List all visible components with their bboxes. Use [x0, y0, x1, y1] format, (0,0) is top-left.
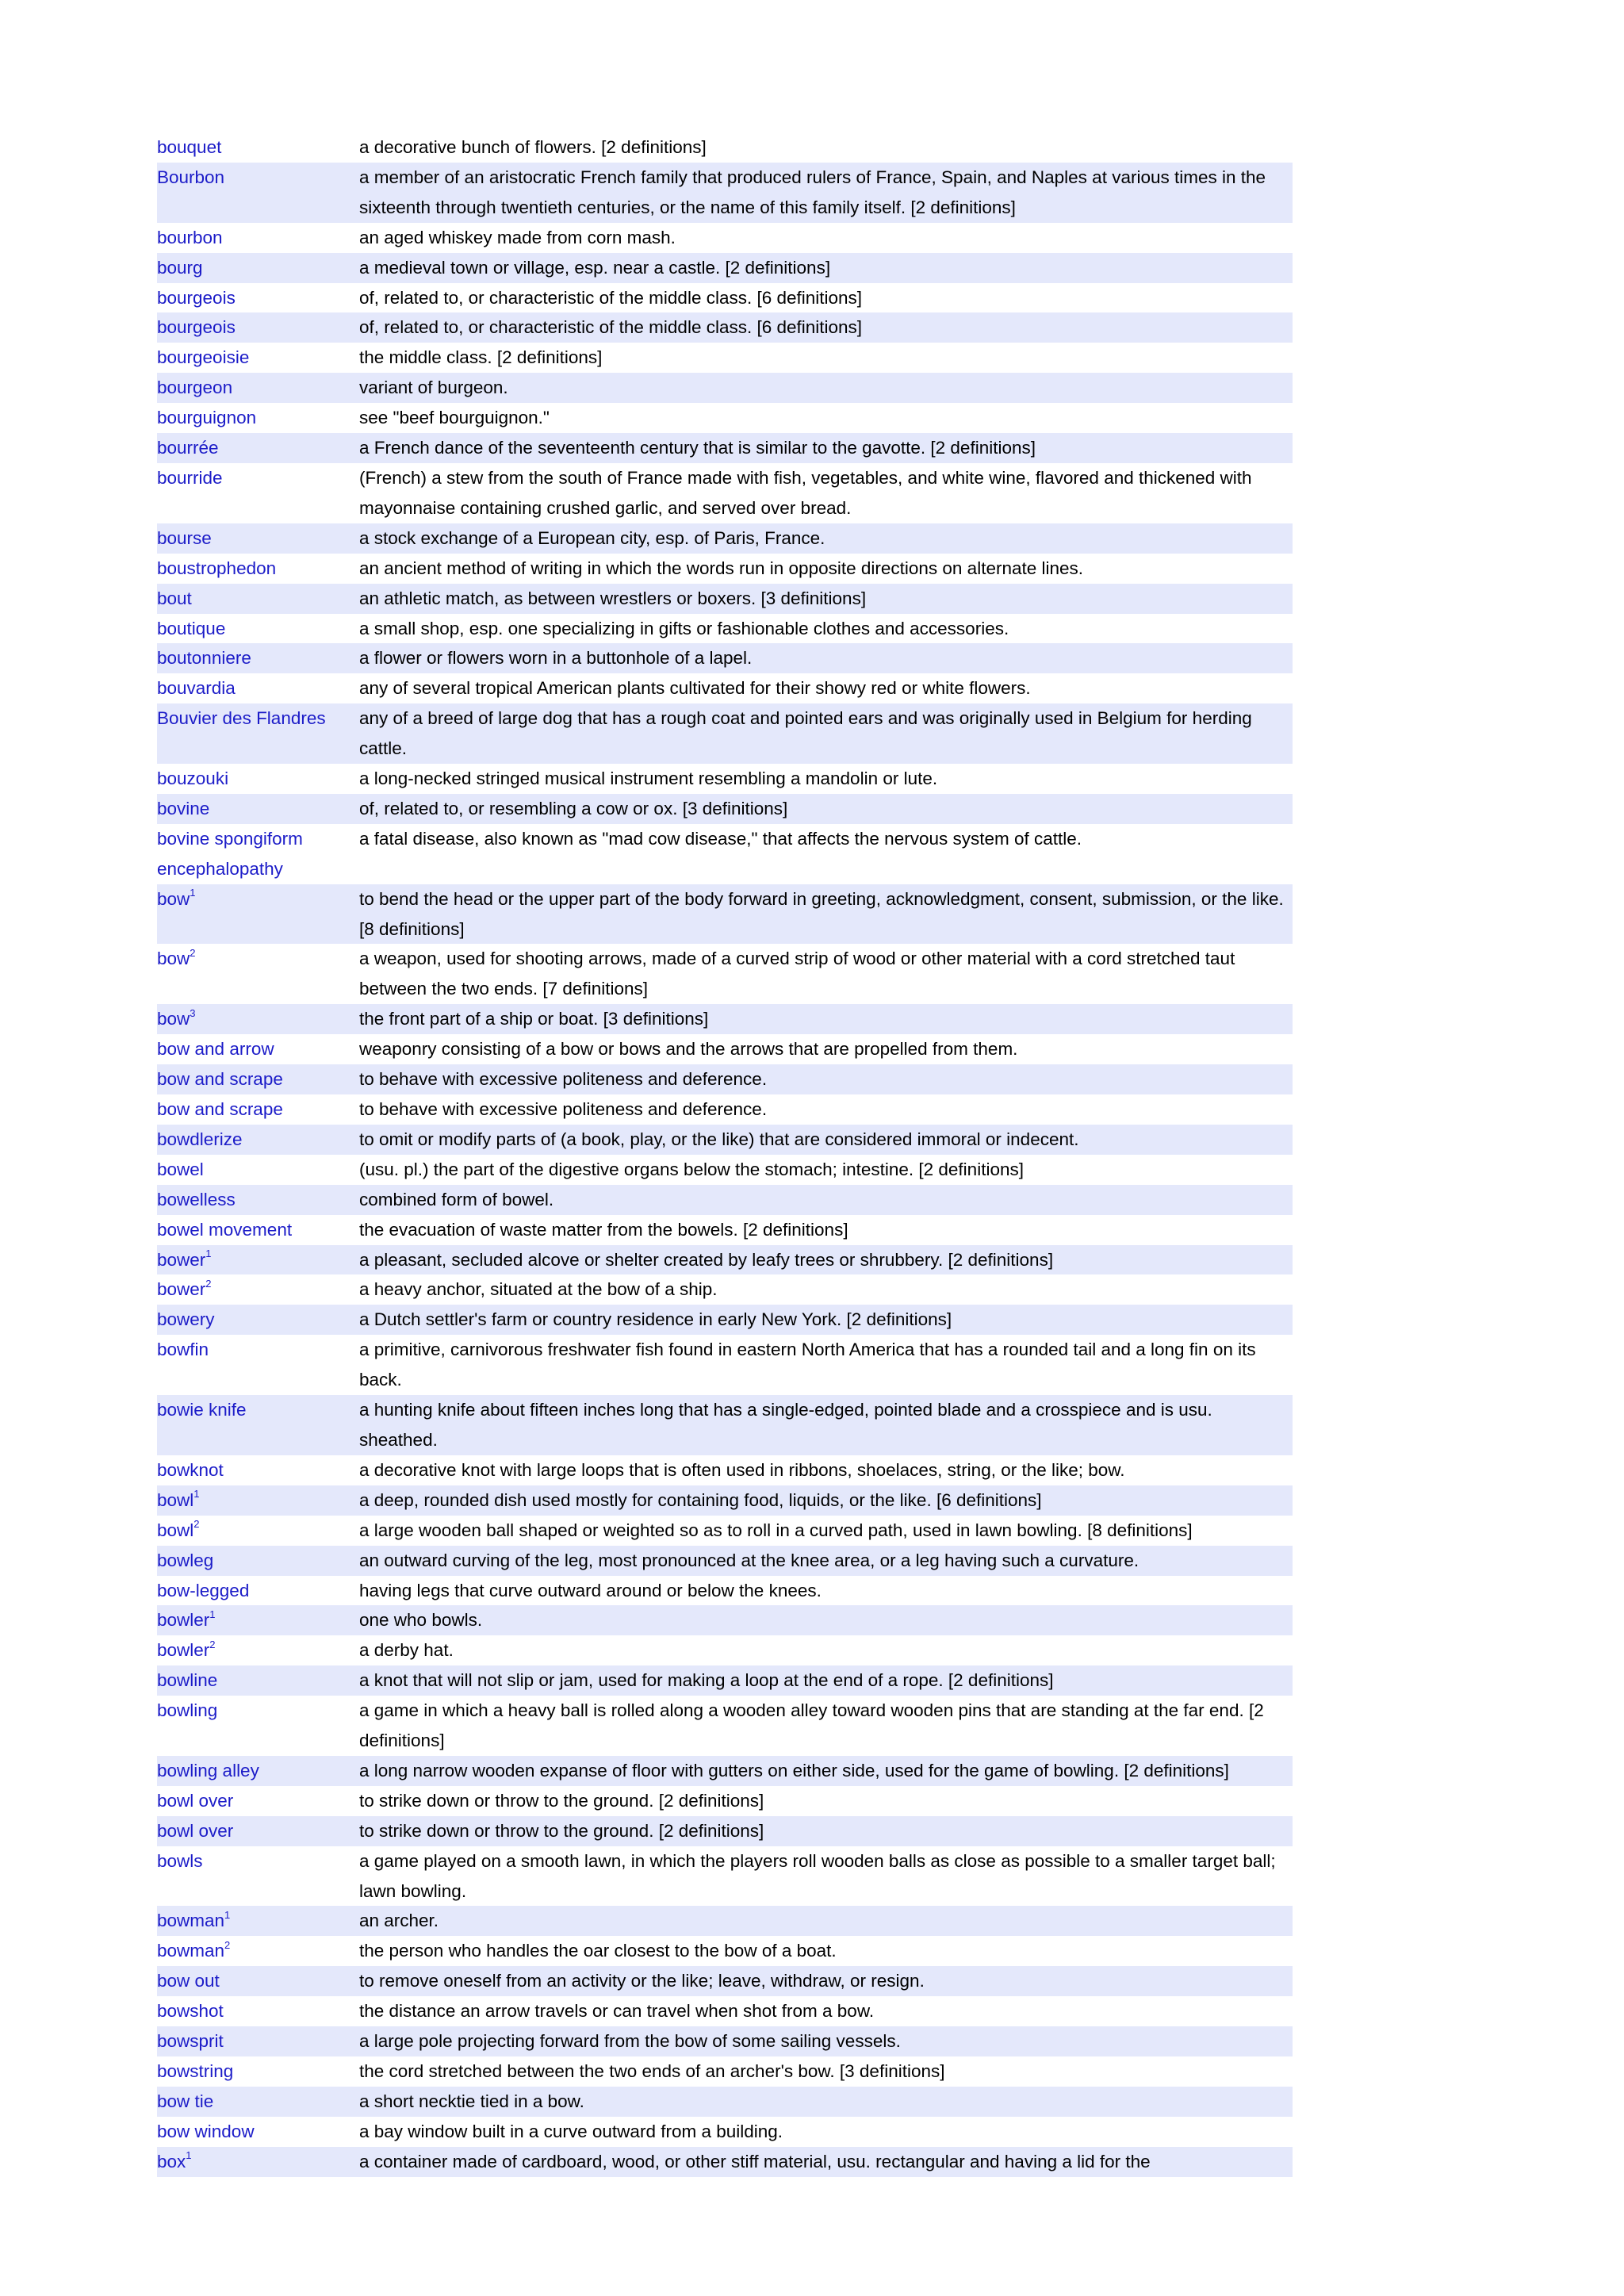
entry-row [157, 1846, 1293, 1907]
entry-headword[interactable] [157, 1756, 359, 1786]
entry-definition: a hunting knife about fifteen inches long that has a single-edged, pointed blade and a crosspiece and is usu. sheathed. [359, 1400, 1212, 1450]
entry-row [157, 1274, 1293, 1305]
entry-headword[interactable] [157, 343, 359, 373]
entry-definition: any of several tropical American plants cultivated for their showy red or white flowers. [359, 678, 1031, 699]
headword-text: bowelless [157, 1189, 236, 1209]
entry-row [157, 1816, 1293, 1846]
entry-definition: a pleasant, secluded alcove or shelter created by leafy trees or shrubbery. [2 definitions] [359, 1249, 1054, 1270]
entry-definition: to omit or modify parts of (a book, play, or the like) that are considered immoral or indecent. [359, 1129, 1079, 1149]
entry-definition: a small shop, esp. one specializing in gifts or fashionable clothes and accessories. [359, 618, 1009, 638]
entry-row [157, 1155, 1293, 1185]
entry-headword[interactable] [157, 312, 359, 343]
headword-text: bowl over [157, 1790, 234, 1811]
entry-headword[interactable] [157, 1305, 359, 1335]
entry-headword[interactable] [157, 1215, 359, 1245]
entry-definition: a stock exchange of a European city, esp. of Paris, France. [359, 527, 825, 548]
entry-definition: a large pole projecting forward from the bow of some sailing vessels. [359, 2031, 901, 2052]
entry-definition: variant of burgeon. [359, 378, 508, 398]
entry-row [157, 2117, 1293, 2147]
entry-definition: the front part of a ship or boat. [3 definitions] [359, 1009, 709, 1029]
headword-text: bowline [157, 1670, 218, 1691]
entry-definition: a game in which a heavy ball is rolled along a wooden alley toward wooden pins that are standing at the far end. [2 definitions] [359, 1700, 1264, 1751]
entry-definition: to behave with excessive politeness and deference. [359, 1069, 768, 1090]
entry-definition: a member of an aristocratic French family that produced rulers of France, Spain, and Naples at various times in the sixteenth through twentieth centuries, or the name of this family itself. [2 definitions] [359, 167, 1266, 217]
entry-definition: of, related to, or resembling a cow or ox. [3 definitions] [359, 798, 788, 818]
entry-definition: (French) a stew from the south of France made with fish, vegetables, and white wine, flavored and thickened with mayonnaise containing crushed garlic, and served over bread. [359, 467, 1252, 518]
headword-text: bowery [157, 1309, 215, 1330]
entry-definition: a knot that will not slip or jam, used for making a loop at the end of a rope. [2 definitions] [359, 1670, 1054, 1691]
headword-text: bowler [157, 1610, 210, 1631]
entry-row [157, 1395, 1293, 1455]
entry-definition: a derby hat. [359, 1640, 454, 1661]
entry-definition: one who bowls. [359, 1610, 483, 1631]
headword-text: bowman [157, 1911, 225, 1931]
homograph-number: 3 [190, 1006, 196, 1019]
entry-row [157, 554, 1293, 584]
entry-headword[interactable] [157, 1485, 359, 1516]
homograph-number: 2 [193, 1518, 200, 1531]
entry-definition: to strike down or throw to the ground. [2 definitions] [359, 1820, 764, 1841]
headword-text: bow out [157, 1971, 220, 1991]
entry-definition: any of a breed of large dog that has a rough coat and pointed ears and was originally used in Belgium for herding cattle. [359, 708, 1252, 759]
homograph-number: 1 [224, 1908, 231, 1921]
headword-text: bowman [157, 1941, 225, 1961]
entry-headword[interactable] [157, 1696, 359, 1726]
homograph-number: 2 [190, 946, 196, 959]
entry-headword[interactable] [157, 584, 359, 614]
entry-definition: a flower or flowers worn in a buttonhole of a lapel. [359, 648, 753, 669]
entry-definition: to remove oneself from an activity or the like; leave, withdraw, or resign. [359, 1971, 925, 1991]
entry-definition: a long-necked stringed musical instrument resembling a mandolin or lute. [359, 769, 938, 789]
entry-row [157, 1245, 1293, 1275]
entry-definition: the cord stretched between the two ends of an archer's bow. [3 definitions] [359, 2061, 945, 2081]
entry-row [157, 643, 1293, 673]
entry-definition: a medieval town or village, esp. near a castle. [2 definitions] [359, 257, 831, 278]
homograph-number: 1 [205, 1248, 212, 1260]
headword-text: bow [157, 949, 190, 969]
entry-headword[interactable] [157, 163, 359, 193]
headword-text: bowling alley [157, 1760, 259, 1780]
headword-text: boutique [157, 618, 226, 638]
entry-row [157, 132, 1293, 163]
homograph-number: 1 [209, 1608, 216, 1620]
entry-row [157, 283, 1293, 313]
entry-definition: a fatal disease, also known as "mad cow disease," that affects the nervous system of cattle. [359, 828, 1082, 849]
entry-headword[interactable] [157, 794, 359, 824]
entry-headword[interactable] [157, 554, 359, 584]
entry-headword[interactable] [157, 1546, 359, 1576]
headword-text: bow and scrape [157, 1099, 283, 1119]
entry-headword[interactable] [157, 1245, 359, 1275]
entry-headword[interactable] [157, 1064, 359, 1094]
entry-definition: a deep, rounded dish used mostly for containing food, liquids, or the like. [6 definitions] [359, 1489, 1042, 1510]
headword-text: bow window [157, 2121, 255, 2141]
entry-headword[interactable] [157, 643, 359, 673]
entry-row [157, 1576, 1293, 1606]
entry-definition: a decorative bunch of flowers. [2 definitions] [359, 137, 707, 157]
entry-definition: the distance an arrow travels or can travel when shot from a bow. [359, 2001, 875, 2022]
headword-text: bouvardia [157, 678, 236, 699]
headword-text: bourrée [157, 438, 219, 458]
headword-text: bouquet [157, 137, 222, 157]
entry-headword[interactable] [157, 673, 359, 703]
entry-row [157, 884, 1293, 945]
entry-definition: weaponry consisting of a bow or bows and the arrows that are propelled from them. [359, 1039, 1018, 1060]
entry-headword[interactable] [157, 253, 359, 283]
entry-row [157, 1696, 1293, 1756]
entry-headword[interactable] [157, 1395, 359, 1425]
entry-headword[interactable] [157, 1274, 359, 1305]
entry-headword[interactable] [157, 283, 359, 313]
headword-text: bowl [157, 1520, 194, 1540]
entry-headword[interactable] [157, 944, 359, 974]
entry-headword[interactable] [157, 1516, 359, 1546]
headword-text: boutonniere [157, 648, 251, 669]
entry-definition: a game played on a smooth lawn, in which the players roll wooden balls as close as possible to a smaller target ball; lawn bowling. [359, 1850, 1276, 1901]
homograph-number: 1 [190, 887, 196, 899]
entry-row [157, 463, 1293, 523]
entry-row [157, 253, 1293, 283]
entry-definition: the evacuation of waste matter from the bowels. [2 definitions] [359, 1219, 848, 1240]
entry-row [157, 2087, 1293, 2117]
entry-row [157, 1635, 1293, 1665]
headword-text: bowel movement [157, 1219, 293, 1240]
entry-headword[interactable] [157, 223, 359, 253]
entry-headword[interactable] [157, 403, 359, 433]
headword-text: bowls [157, 1850, 203, 1871]
headword-text: Bouvier des Flandres [157, 708, 326, 729]
entry-row [157, 1605, 1293, 1635]
headword-text: bowdlerize [157, 1129, 243, 1149]
headword-text: box [157, 2151, 186, 2171]
entry-row [157, 1335, 1293, 1395]
headword-text: bourg [157, 257, 203, 278]
entry-headword[interactable] [157, 1966, 359, 1996]
entry-headword[interactable] [157, 1635, 359, 1665]
entry-row [157, 1215, 1293, 1245]
entry-headword[interactable] [157, 2026, 359, 2056]
entry-headword[interactable] [157, 463, 359, 493]
headword-text: bovine spongiform encephalopathy [157, 828, 303, 879]
entry-row [157, 343, 1293, 373]
entry-definition: combined form of bowel. [359, 1189, 554, 1209]
entry-headword[interactable] [157, 2087, 359, 2117]
headword-text: bourgeois [157, 287, 236, 308]
entry-row [157, 1305, 1293, 1335]
headword-text: bow-legged [157, 1580, 250, 1600]
entry-row [157, 312, 1293, 343]
entry-row [157, 2056, 1293, 2087]
entry-definition: of, related to, or characteristic of the middle class. [6 definitions] [359, 287, 863, 308]
headword-text: bowfin [157, 1340, 209, 1360]
entry-definition: a large wooden ball shaped or weighted so as to roll in a curved path, used in lawn bowling. [8 definitions] [359, 1520, 1193, 1540]
entry-row [157, 794, 1293, 824]
entry-row [157, 673, 1293, 703]
homograph-number: 2 [224, 1938, 231, 1951]
headword-text: bowling [157, 1700, 218, 1721]
entry-row [157, 373, 1293, 403]
entry-row [157, 163, 1293, 223]
entry-headword[interactable] [157, 614, 359, 644]
entry-headword[interactable] [157, 1185, 359, 1215]
entry-definition: having legs that curve outward around or below the knees. [359, 1580, 822, 1600]
entry-headword[interactable] [157, 1125, 359, 1155]
entry-definition: see "beef bourguignon." [359, 408, 550, 428]
entry-row [157, 1756, 1293, 1786]
entry-row [157, 1094, 1293, 1125]
headword-text: bow and arrow [157, 1039, 274, 1060]
headword-text: bourgeon [157, 378, 233, 398]
entry-definition: to bend the head or the upper part of the body forward in greeting, acknowledgment, consent, submission, or the like. [8 definitions] [359, 888, 1284, 939]
entry-row [157, 1906, 1293, 1936]
headword-text: Bourbon [157, 167, 225, 187]
entry-definition: the person who handles the oar closest to the bow of a boat. [359, 1941, 837, 1961]
entry-row [157, 1936, 1293, 1966]
entry-row [157, 2147, 1293, 2177]
entry-headword[interactable] [157, 1455, 359, 1485]
headword-text: bowleg [157, 1550, 214, 1570]
entry-headword[interactable] [157, 884, 359, 914]
headword-text: bout [157, 588, 192, 608]
entry-row [157, 944, 1293, 1004]
entry-headword[interactable] [157, 2147, 359, 2177]
entry-row [157, 1064, 1293, 1094]
homograph-number: 1 [186, 2149, 192, 2162]
headword-text: bourguignon [157, 408, 257, 428]
entry-row [157, 764, 1293, 794]
headword-text: bow [157, 888, 190, 909]
entry-headword[interactable] [157, 703, 359, 734]
entry-row [157, 824, 1293, 884]
entry-headword[interactable] [157, 1816, 359, 1846]
headword-text: bowknot [157, 1459, 224, 1480]
homograph-number: 2 [209, 1638, 216, 1650]
entry-definition: to behave with excessive politeness and deference. [359, 1099, 768, 1119]
headword-text: boustrophedon [157, 558, 277, 578]
entry-headword[interactable] [157, 523, 359, 554]
glossary-table [157, 132, 1293, 2177]
entry-row [157, 1455, 1293, 1485]
entry-definition: an archer. [359, 1911, 439, 1931]
entry-headword[interactable] [157, 1906, 359, 1936]
entry-headword[interactable] [157, 1605, 359, 1635]
headword-text: bowl over [157, 1820, 234, 1841]
headword-text: bowsprit [157, 2031, 224, 2052]
entry-headword[interactable] [157, 1335, 359, 1365]
entry-row [157, 614, 1293, 644]
entry-definition: of, related to, or characteristic of the middle class. [6 definitions] [359, 317, 863, 338]
entry-headword[interactable] [157, 1665, 359, 1696]
entry-definition: to strike down or throw to the ground. [2 definitions] [359, 1790, 764, 1811]
entry-headword[interactable] [157, 2056, 359, 2087]
entry-row [157, 2026, 1293, 2056]
entry-definition: a short necktie tied in a bow. [359, 2091, 584, 2111]
headword-text: bowstring [157, 2061, 234, 2081]
entry-row [157, 1665, 1293, 1696]
entry-headword[interactable] [157, 1034, 359, 1064]
entry-row [157, 223, 1293, 253]
entry-row [157, 1516, 1293, 1546]
entry-definition: an outward curving of the leg, most pronounced at the knee area, or a leg having such a curvature. [359, 1550, 1139, 1570]
headword-text: bow tie [157, 2091, 214, 2111]
entry-definition: a bay window built in a curve outward from a building. [359, 2121, 783, 2141]
entry-definition: an athletic match, as between wrestlers or boxers. [3 definitions] [359, 588, 867, 608]
entry-headword[interactable] [157, 1846, 359, 1876]
entry-definition: a long narrow wooden expanse of floor with gutters on either side, used for the game of bowling. [2 definitions] [359, 1760, 1229, 1780]
entry-definition: the middle class. [2 definitions] [359, 347, 603, 368]
headword-text: bowler [157, 1640, 210, 1661]
entry-row [157, 1485, 1293, 1516]
headword-text: bowie knife [157, 1400, 247, 1420]
homograph-number: 2 [205, 1277, 212, 1290]
headword-text: bowl [157, 1489, 194, 1510]
entry-row [157, 523, 1293, 554]
headword-text: bower [157, 1279, 206, 1300]
entry-headword[interactable] [157, 764, 359, 794]
headword-text: bourse [157, 527, 212, 548]
entry-row [157, 1034, 1293, 1064]
headword-text: bower [157, 1249, 206, 1270]
entry-row [157, 1125, 1293, 1155]
headword-text: bowshot [157, 2001, 224, 2022]
entry-headword[interactable] [157, 1094, 359, 1125]
headword-text: bow [157, 1009, 190, 1029]
entry-row [157, 1786, 1293, 1816]
headword-text: bourbon [157, 227, 223, 247]
headword-text: bowel [157, 1159, 204, 1179]
entry-definition: an aged whiskey made from corn mash. [359, 227, 676, 247]
entry-row [157, 1996, 1293, 2026]
entry-definition: a heavy anchor, situated at the bow of a ship. [359, 1279, 718, 1300]
entry-headword[interactable] [157, 824, 359, 884]
entry-headword[interactable] [157, 2117, 359, 2147]
headword-text: bovine [157, 798, 210, 818]
entry-headword[interactable] [157, 373, 359, 403]
entry-headword[interactable] [157, 1786, 359, 1816]
entry-row [157, 1185, 1293, 1215]
entry-headword[interactable] [157, 1004, 359, 1034]
entry-headword[interactable] [157, 1155, 359, 1185]
entry-headword[interactable] [157, 1576, 359, 1606]
entry-row [157, 1966, 1293, 1996]
entry-definition: a French dance of the seventeenth century that is similar to the gavotte. [2 definitions] [359, 438, 1036, 458]
entry-row [157, 1004, 1293, 1034]
entry-definition: a decorative knot with large loops that is often used in ribbons, shoelaces, string, or the like; bow. [359, 1459, 1125, 1480]
entry-headword[interactable] [157, 132, 359, 163]
entry-definition: a Dutch settler's farm or country residence in early New York. [2 definitions] [359, 1309, 952, 1330]
entry-row [157, 1546, 1293, 1576]
entry-definition: an ancient method of writing in which the words run in opposite directions on alternate lines. [359, 558, 1084, 578]
entry-definition: a container made of cardboard, wood, or other stiff material, usu. rectangular and having a lid for the [359, 2151, 1151, 2171]
entry-definition: (usu. pl.) the part of the digestive organs below the stomach; intestine. [2 definitions] [359, 1159, 1024, 1179]
entry-row [157, 403, 1293, 433]
headword-text: bourgeoisie [157, 347, 250, 368]
headword-text: bourride [157, 467, 223, 488]
homograph-number: 1 [193, 1488, 200, 1501]
entry-row [157, 584, 1293, 614]
entry-headword[interactable] [157, 1936, 359, 1966]
headword-text: bouzouki [157, 769, 229, 789]
entry-definition: a weapon, used for shooting arrows, made of a curved strip of wood or other material with a cord stretched taut between the two ends. [7 definitions] [359, 949, 1235, 999]
entry-headword[interactable] [157, 433, 359, 463]
entry-headword[interactable] [157, 1996, 359, 2026]
entry-definition: a primitive, carnivorous freshwater fish found in eastern North America that has a rounded tail and a long fin on its back. [359, 1340, 1256, 1390]
entry-row [157, 703, 1293, 764]
headword-text: bow and scrape [157, 1069, 283, 1090]
entry-row [157, 433, 1293, 463]
headword-text: bourgeois [157, 317, 236, 338]
